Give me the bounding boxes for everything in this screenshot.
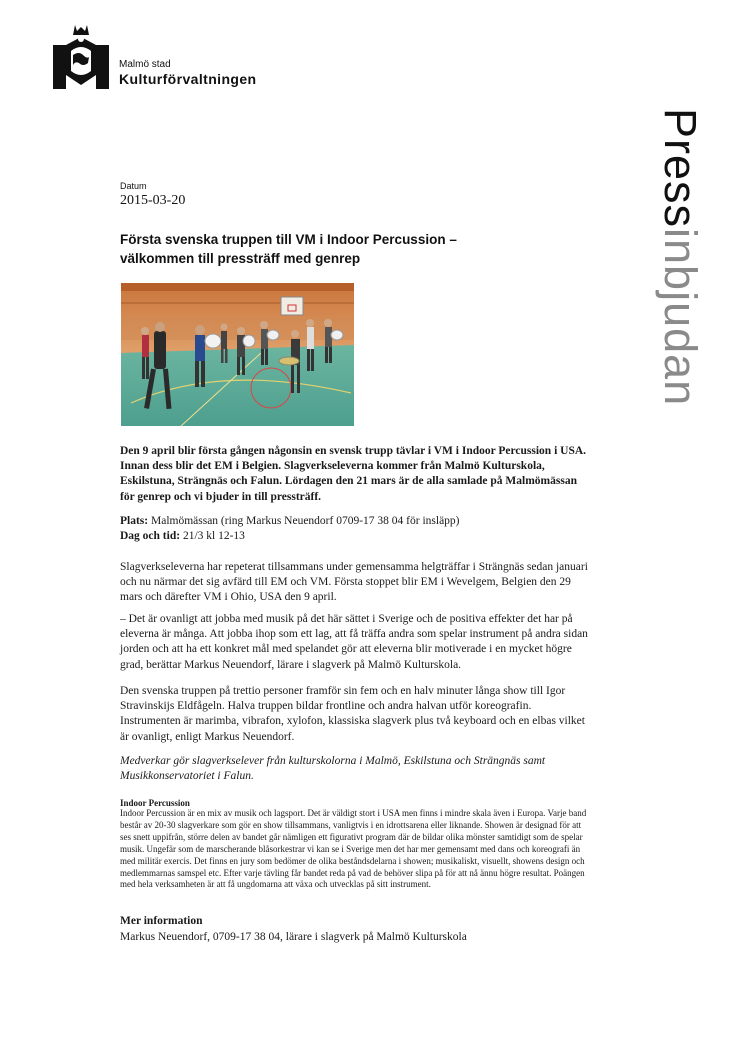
event-info	[120, 514, 590, 544]
headline-line-2: välkommen till pressträff med genrep	[120, 251, 361, 266]
org-name-small: Malmö stad	[119, 59, 171, 70]
fact-box-body: Indoor Percussion är en mix av musik och lagsport. Det är väldigt stort i USA men finns i mindre skala även i Europa. Varje band består av 20-30 slagverkare som gör en show tillsammans, vanligtvis i en idrottsarena eller liknande. Showen är designad för att ses snett uppifrån, större delen av bandet går nämligen ett figurativt program där de bildar olika mönster samtidigt som de spelar musik. Ungefär som de marscherande blåsorkestrar vi kan se i Sverige men det har mer gemensamt med dans och koreografi än med militär exercis. Det finns en jury som bedömer de olika beståndsdelarna i showen; musikaliskt, visuellt, showens design och medlemmarnas samspel etc. Efter varje tävling får bandet reda på vad de behöver slipa på för att nå ännu högre resultat. Poängen med hela verksamheten är att få ungdomarna att växa och utvecklas på sitt instrument.	[120, 808, 587, 890]
time-row	[120, 529, 590, 544]
place-row	[120, 514, 590, 529]
percussion-rehearsal-photo	[121, 283, 354, 426]
vertical-label-light: inbjudan	[655, 228, 706, 407]
date-label: Datum	[120, 181, 147, 191]
body-paragraph-3: Den svenska truppen på trettio personer framför sin fem och en halv minuter långa show till Igor Stravinskijs Eldfågeln. Halva truppen bildar frontline och andra halvan utför koreografin. Instrumenten är marimba, vibrafon, xylofon, klassiska slagverk plus två keyboard och en elbas vilket är ovanligt, enligt Markus Neuendorf.	[120, 685, 585, 743]
time-label: Dag och tid:	[120, 530, 181, 543]
time-value: 21/3 kl 12-13	[182, 530, 245, 543]
document-type-vertical-label	[655, 108, 706, 407]
fact-box-title: Indoor Percussion	[120, 798, 190, 808]
org-name-department: Kulturförvaltningen	[119, 71, 257, 87]
body-paragraph-2: – Det är ovanligt att jobba med musik på det här sättet i Sverige och de positiva effekter det har på eleverna är många. Att jobba ihop som ett lag, att få träffa andra som spelar instrument på andra sidan jorden och att ha ett konkret mål med spelandet gör att eleverna blir motiverade i en mycket högre grad, berättar Markus Neuendorf, lärare i slagverk på Malmö Kulturskola.	[120, 613, 588, 671]
body-paragraph-1: Slagverkseleverna har repeterat tillsammans under gemensamma helgträffar i Strängnäs sedan januari och nu närmar det sig avfärd till EM och VM. Första stoppet blir EM i Wevelgem, Belgien den 29 mars och därefter VM i Ohio, USA den 9 april.	[120, 561, 588, 604]
vertical-label-dark: Press	[655, 108, 706, 229]
place-value: Malmömässan (ring Markus Neuendorf 0709-17 38 04 för insläpp)	[150, 515, 460, 527]
place-label: Plats:	[120, 515, 149, 527]
lead-paragraph: Den 9 april blir första gången någonsin en svensk trupp tävlar i VM i Indoor Percussion i USA. Innan dess blir det EM i Belgien. Slagverkseleverna kommer från Malmö Kulturskola, Eskilstuna, Strängnäs och Falun. Lördagen den 21 mars är de alla samlade på Malmömässan för genrep och vi bjuder in till pressträff.	[120, 445, 587, 503]
more-info-contact: Markus Neuendorf, 0709-17 38 04, lärare i slagverk på Malmö Kulturskola	[120, 931, 467, 943]
date-value: 2015-03-20	[120, 193, 186, 208]
malmo-coat-of-arms-logo	[53, 25, 109, 89]
more-info-title: Mer information	[120, 915, 203, 927]
headline-line-1: Första svenska truppen till VM i Indoor Percussion –	[120, 232, 457, 247]
participants-paragraph: Medverkar gör slagverkselever från kulturskolorna i Malmö, Eskilstuna och Strängnäs samt Musikkonservatoriet i Falun.	[120, 755, 546, 783]
headline	[120, 230, 520, 268]
